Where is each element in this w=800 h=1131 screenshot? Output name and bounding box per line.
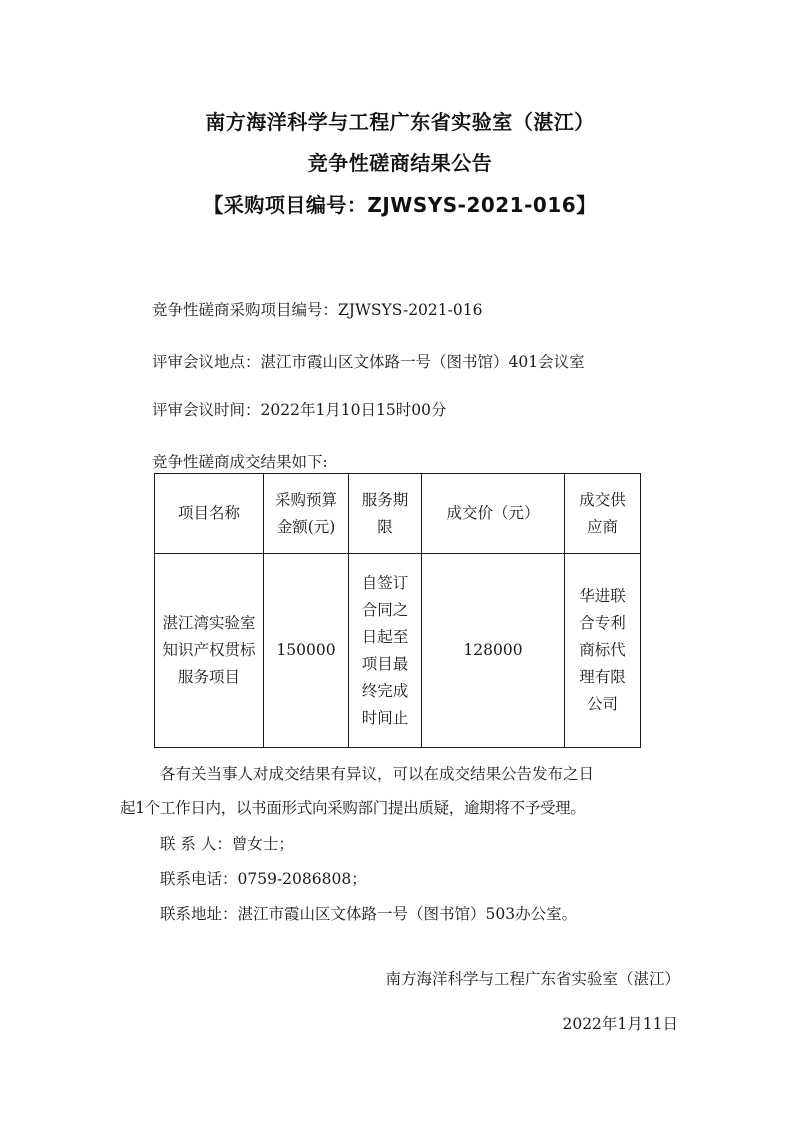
contact-phone: 联系电话：0759-2086808； <box>160 870 367 888</box>
header-budget: 采购预算金额(元) <box>264 474 349 554</box>
header-supplier: 成交供应商 <box>565 474 641 554</box>
cell-budget: 150000 <box>264 554 349 748</box>
footer-date: 2022年1月11日 <box>562 1015 678 1033</box>
meeting-place: 评审会议地点：湛江市霞山区文体路一号（图书馆）401会议室 <box>152 353 585 371</box>
meeting-time: 评审会议时间：2022年1月10日15时00分 <box>152 401 447 419</box>
contact-address: 联系地址：湛江市霞山区文体路一号（图书馆）503办公室。 <box>160 905 578 923</box>
title-line-3: 【采购项目编号：ZJWSYS-2021-016】 <box>203 193 597 217</box>
table-header-row <box>155 474 641 554</box>
title-line-1: 南方海洋科学与工程广东省实验室（湛江） <box>205 110 595 134</box>
project-number: 竞争性磋商采购项目编号：ZJWSYS-2021-016 <box>152 301 483 319</box>
cell-supplier: 华进联合专利商标代理有限公司 <box>565 554 641 748</box>
result-intro: 竞争性磋商成交结果如下: <box>152 453 328 471</box>
cell-project-name: 湛江湾实验室知识产权贯标服务项目 <box>155 554 264 748</box>
contact-person: 联 系 人：曾女士； <box>160 835 294 853</box>
footer-organization: 南方海洋科学与工程广东省实验室（湛江） <box>385 970 680 988</box>
result-table <box>154 473 641 748</box>
table-row <box>155 554 641 748</box>
header-service-period: 服务期限 <box>349 474 422 554</box>
notice-line-2: 起1个工作日内，以书面形式向采购部门提出质疑，逾期将不予受理。 <box>120 799 586 817</box>
cell-deal-price: 128000 <box>422 554 565 748</box>
header-deal-price: 成交价（元） <box>422 474 565 554</box>
header-project-name: 项目名称 <box>155 474 264 554</box>
title-line-2: 竞争性磋商结果公告 <box>307 151 493 175</box>
cell-service-period: 自签订合同之日起至项目最终完成时间止 <box>349 554 422 748</box>
notice-line-1: 各有关当事人对成交结果有异议，可以在成交结果公告发布之日 <box>160 765 595 783</box>
